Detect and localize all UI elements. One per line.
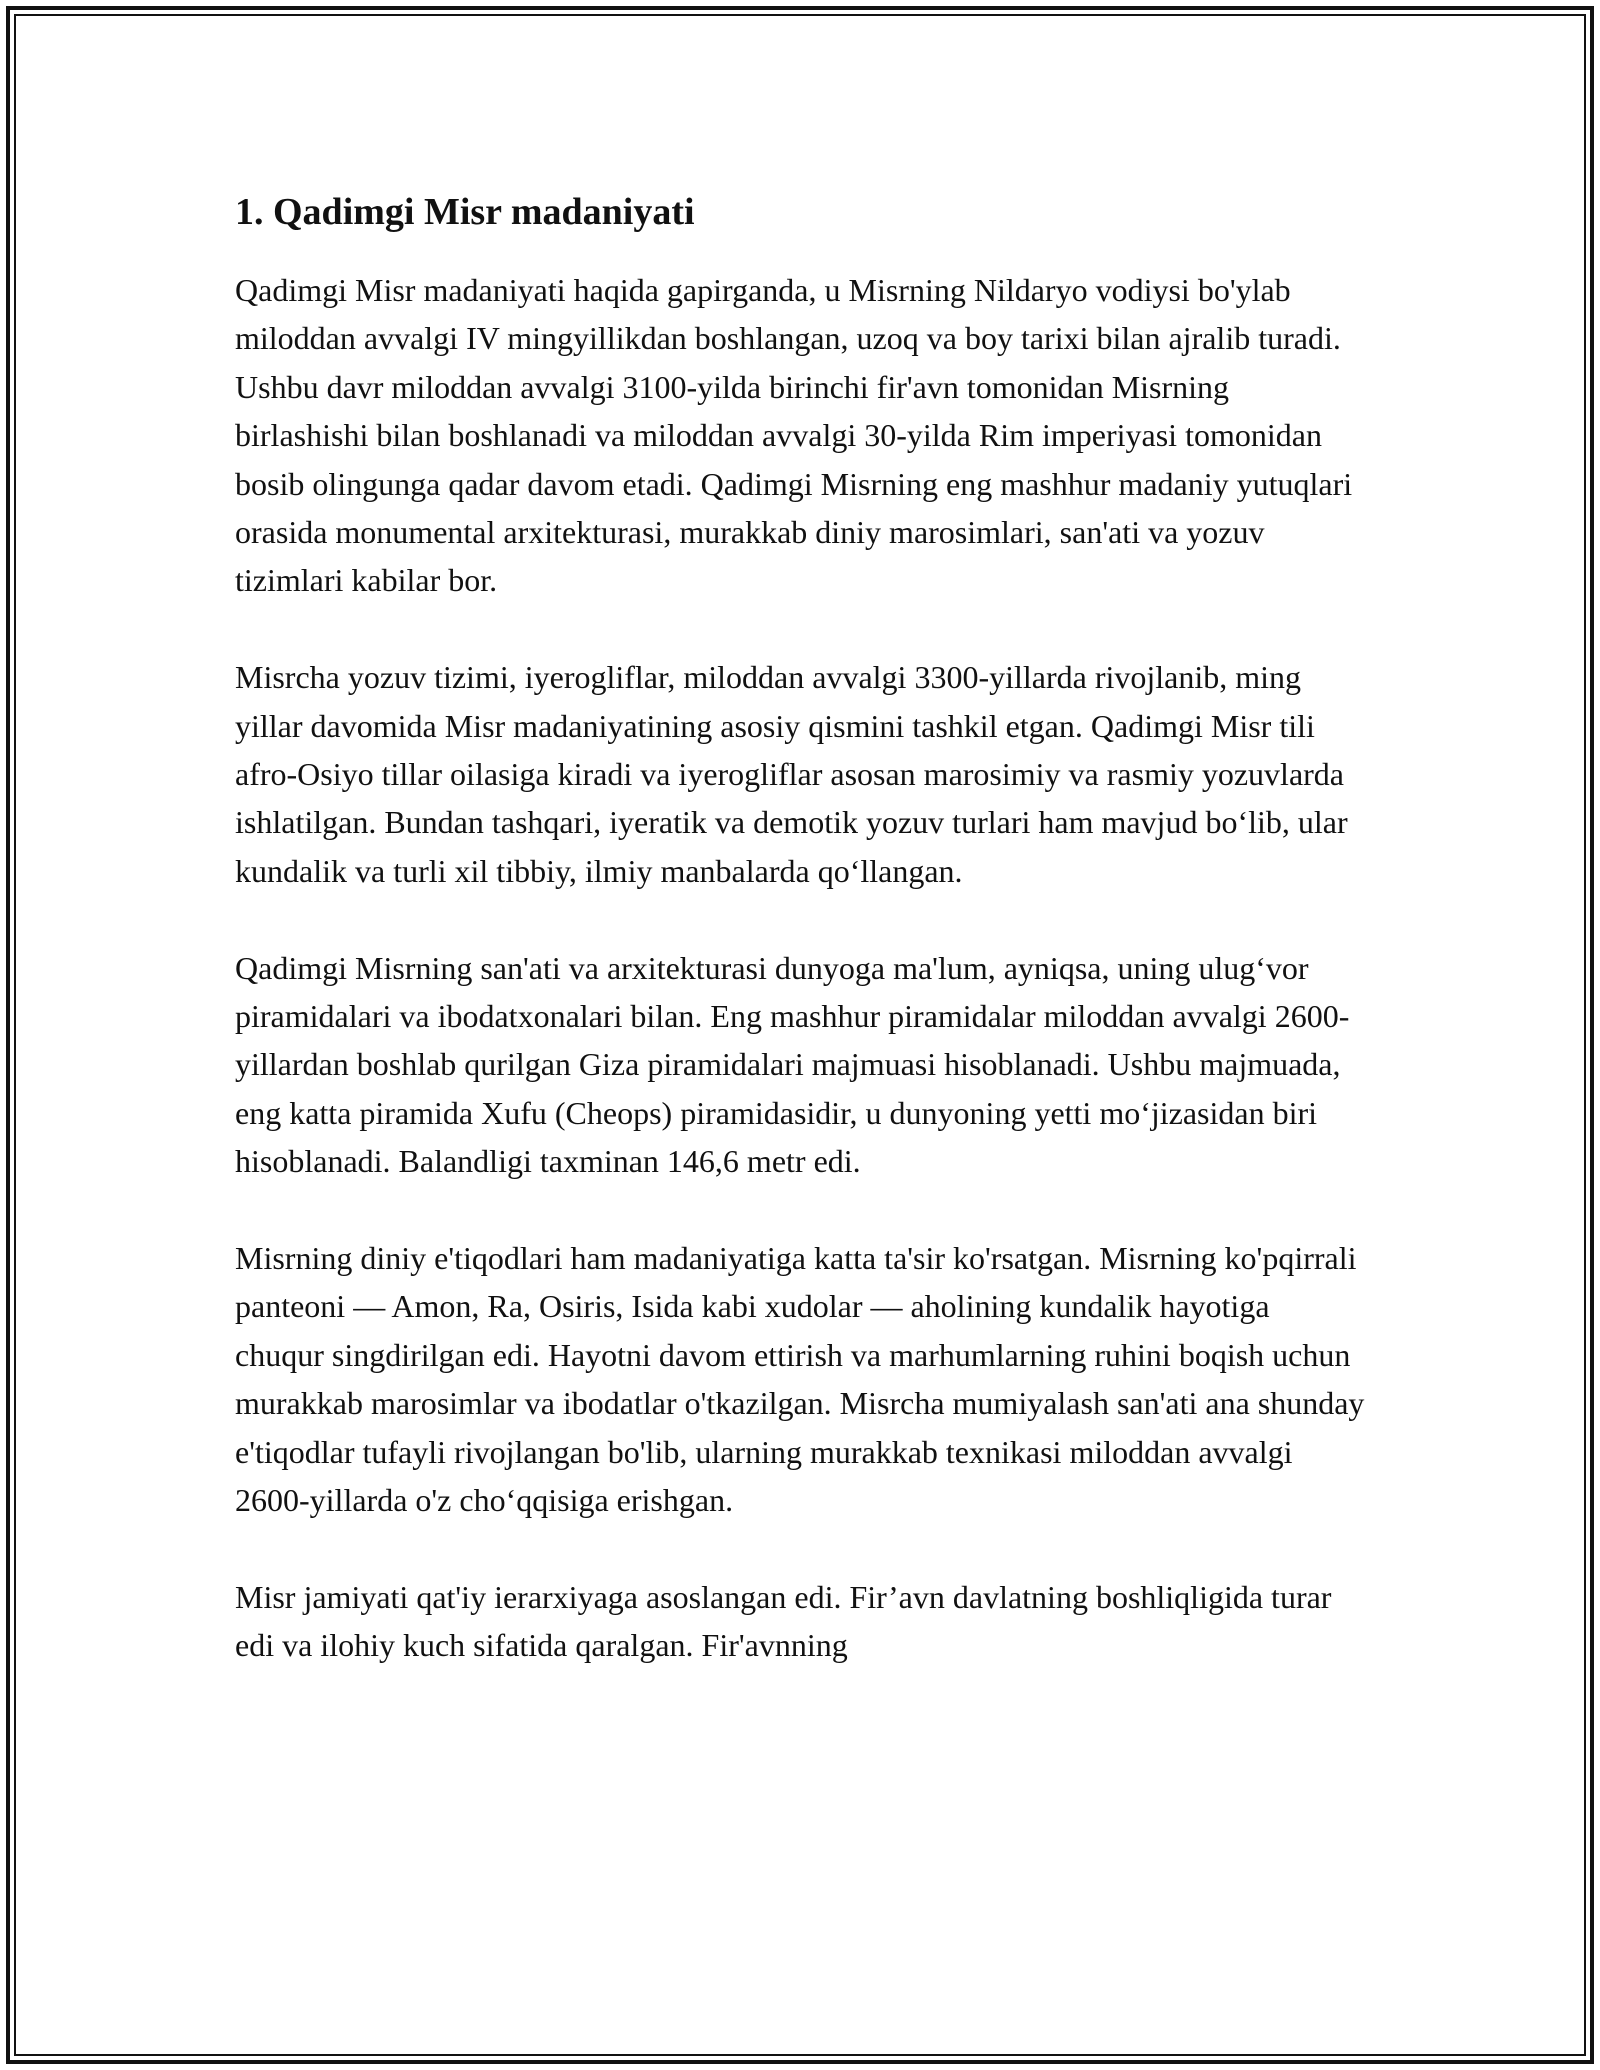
paragraph-writing-system: Misrcha yozuv tizimi, iyerogliflar, miloddan avvalgi 3300-yillarda rivojlanib, ming yillar davomida Misr madaniyatining asosiy qismini tashkil etgan. Qadimgi Misr tili afro-Osiyo tillar oilasiga kiradi va iyerogliflar asosan marosimiy va rasmiy yozuvlarda ishlatilgan. Bundan tashqari, iyeratik va demotik yozuv turlari ham mavjud bo‘lib, ular kundalik va turli xil tibbiy, ilmiy manbalarda qo‘llangan. (235, 659, 1348, 889)
section-heading: 1. Qadimgi Misr madaniyati (235, 191, 695, 233)
paragraph-society: Misr jamiyati qat'iy ierarxiyaga asoslangan edi. Fir’avn davlatning boshliqligida turar edi va ilohiy kuch sifatida qaralgan. Fir'avnning (235, 1578, 1332, 1664)
paragraph-art-architecture: Qadimgi Misrning san'ati va arxitekturasi dunyoga ma'lum, ayniqsa, uning ulug‘vor piramidalari va ibodatxonalari bilan. Eng mashhur piramidalar miloddan avvalgi 2600-yillardan boshlab qurilgan Giza piramidalari majmuasi hisoblanadi. Ushbu majmuada, eng katta piramida Xufu (Cheops) piramidasidir, u dunyoning yetti mo‘jizasidan biri hisoblanadi. Balandligi taxminan 146,6 metr edi. (235, 949, 1350, 1180)
paragraph-intro: Qadimgi Misr madaniyati haqida gapirganda, u Misrning Nildaryo vodiysi bo'ylab miloddan avvalgi IV mingyillikdan boshlangan, uzoq va boy tarixi bilan ajralib turadi. Ushbu davr miloddan avvalgi 3100-yilda birinchi fir'avn tomonidan Misrning birlashishi bilan boshlanadi va miloddan avvalgi 30-yilda Rim imperiyasi tomonidan bosib olingunga qadar davom etadi. Qadimgi Misrning eng mashhur madaniy yutuqlari orasida monumental arxitekturasi, murakkab diniy marosimlari, san'ati va yozuv tizimlari kabilar bor. (235, 272, 1353, 599)
paragraph-religion: Misrning diniy e'tiqodlari ham madaniyatiga katta ta'sir ko'rsatgan. Misrning ko'pqirrali panteoni — Amon, Ra, Osiris, Isida kabi xudolar — aholining kundalik hayotiga chuqur singdirilgan edi. Hayotni davom ettirish va marhumlarning ruhini boqish uchun murakkab marosimlar va ibodatlar o'tkazilgan. Misrcha mumiyalash san'ati ana shunday e'tiqodlar tufayli rivojlangan bo'lib, ularning murakkab texnikasi miloddan avvalgi 2600-yillarda o'z cho‘qqisiga erishgan. (235, 1240, 1365, 1519)
document-body (235, 188, 1365, 1718)
